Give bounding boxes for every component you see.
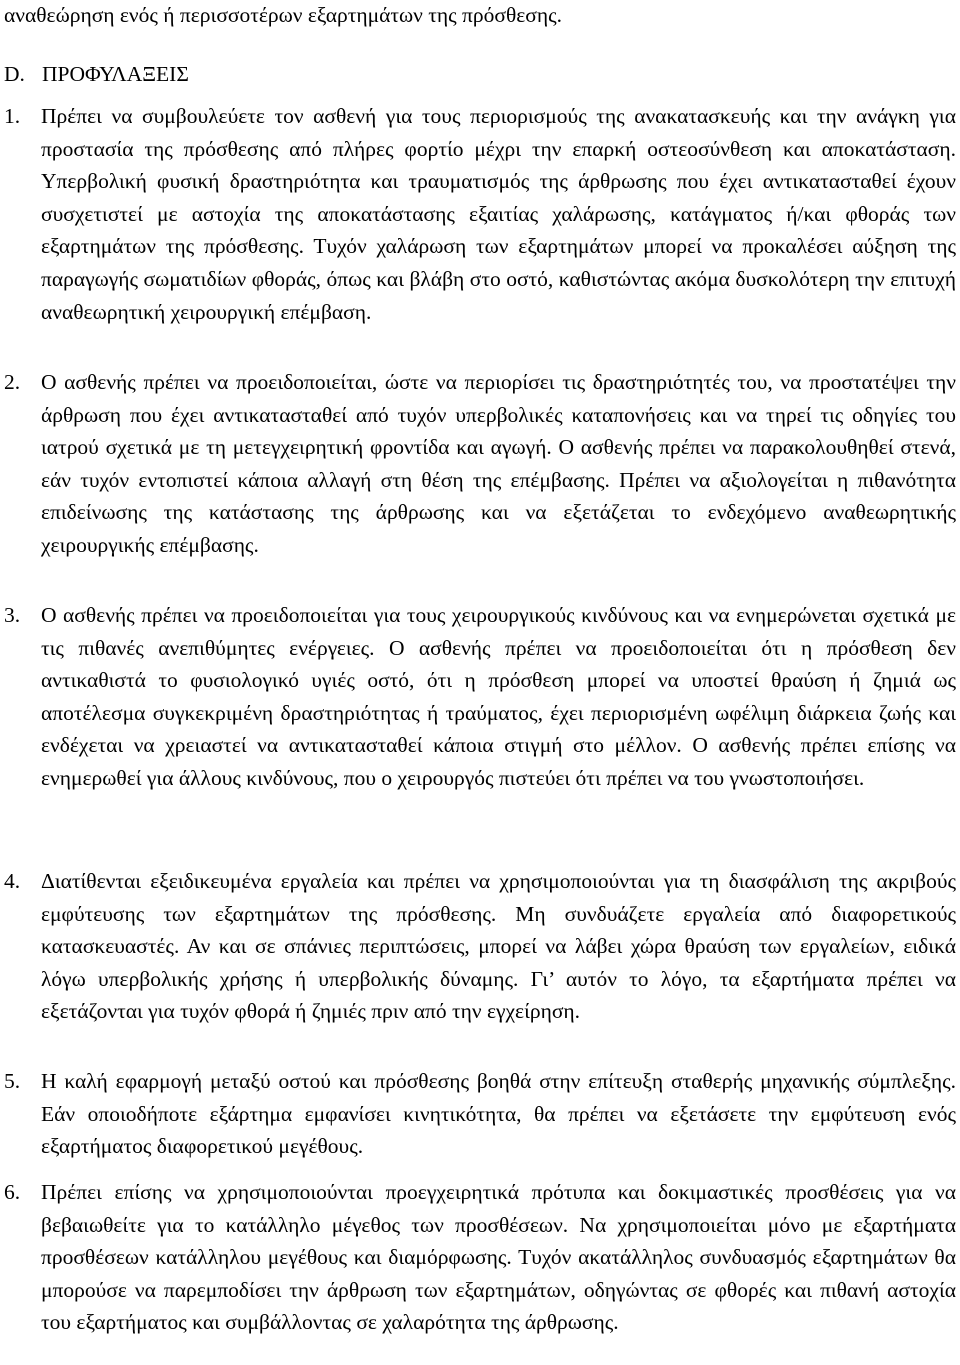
section-title: ΠΡΟΦΥΛΑΞΕΙΣ bbox=[42, 62, 189, 86]
item-text: Διατίθενται εξειδικευμένα εργαλεία και πρέπει να χρησιμοποιούνται για τη διασφάλιση της ακριβούς εμφύτευσης των εξαρτημάτων της πρόσθεσης. Μη συνδυάζετε εργαλεία από διαφορετικούς κατασκευαστές. Αν και σε σπάνιες περιπτώσεις, μπορεί να λάβει χώρα θραύση των εργαλείων, ειδικά λόγω υπερβολικής χρήσης ή υπερβολικής δύναμης. Γι’ αυτόν το λόγο, τα εξαρτήματα πρέπει να εξετάζονται για τυχόν φθορά ή ζημιές πριν από την εγχείρηση. bbox=[41, 869, 956, 1024]
item-text: Πρέπει να συμβουλεύετε τον ασθενή για τους περιορισμούς της ανακατασκευής και την ανάγκη για προστασία της πρόσθεσης από πλήρες φορτίο μέχρι την επαρκή οστεοσύνθεση και αποκατάσταση. Υπερβολική φυσική δραστηριότητα και τραυματισμός της άρθρωσης που έχει αντικατασταθεί έχουν συσχετιστεί με αστοχία της αποκατάστασης εξαιτίας χαλάρωσης, κατάγματος ή/και φθοράς των εξαρτημάτων της πρόσθεσης. Τυχόν χαλάρωση των εξαρτημάτων μπορεί να προκαλέσει αύξηση της παραγωγής σωματιδίων φθοράς, όπως και βλάβη στο οστό, καθιστώντας ακόμα δυσκολότερη την επιτυχή αναθεωρητική χειρουργική επέμβαση. bbox=[41, 104, 956, 324]
item-number: 1. bbox=[4, 104, 21, 128]
item-text: Πρέπει επίσης να χρησιμοποιούνται προεγχειρητικά πρότυπα και δοκιμαστικές προσθέσεις για να βεβαιωθείτε για το κατάλληλο μέγεθος των προσθέσεων. Να χρησιμοποιείται μόνο με εξαρτήματα προσθέσεων κατάλληλου μεγέθους και διαμόρφωσης. Τυχόν ακατάλληλος συνδυασμός εξαρτημάτων θα μπορούσε να παρεμποδίσει την άρθρωση των εξαρτημάτων, οδηγώντας σε φθορές και πιθανή αστοχία του εξαρτήματος και συμβάλλοντας σε χαλαρότητα της άρθρωσης. bbox=[41, 1180, 956, 1335]
item-number: 4. bbox=[4, 869, 21, 893]
precaution-item-1 bbox=[4, 100, 956, 328]
precaution-item-4 bbox=[4, 865, 956, 1028]
precaution-item-5 bbox=[4, 1065, 956, 1163]
intro-fragment: αναθεώρηση ενός ή περισσοτέρων εξαρτημάτων της πρόσθεσης. bbox=[4, 3, 563, 27]
item-number: 3. bbox=[4, 603, 21, 627]
section-letter: D. bbox=[4, 62, 25, 86]
item-text: Ο ασθενής πρέπει να προειδοποιείται, ώστε να περιορίσει τις δραστηριότητές του, να προστατέψει την άρθρωση που έχει αντικατασταθεί από τυχόν υπερβολικές καταπονήσεις και να τηρεί τις οδηγίες του ιατρού σχετικά με τη μετεγχειρητική φροντίδα και αγωγή. Ο ασθενής πρέπει να παρακολουθηθεί στενά, εάν τυχόν εντοπιστεί κάποια αλλαγή στη θέση της επέμβασης. Πρέπει να αξιολογείται η πιθανότητα επιδείνωσης της κατάστασης της άρθρωσης και να εξετάζεται το ενδεχόμενο αναθεωρητικής χειρουργικής επέμβασης. bbox=[41, 370, 956, 557]
precaution-item-3 bbox=[4, 599, 956, 795]
precaution-item-2 bbox=[4, 366, 956, 562]
item-text: Ο ασθενής πρέπει να προειδοποιείται για τους χειρουργικούς κινδύνους και να ενημερώνεται σχετικά με τις πιθανές ανεπιθύμητες ενέργειες. Ο ασθενής πρέπει να προειδοποιείται ότι η πρόσθεση δεν αντικαθιστά το φυσιολογικό υγιές οστό, ότι η πρόσθεση μπορεί να υποστεί θραύση ή ζημιά ως αποτέλεσμα συγκεκριμένη δραστηριότητας ή τραύματος, έχει περιορισμένη ωφέλιμη διάρκεια ζωής και ενδέχεται να χρειαστεί να αντικατασταθεί κάποια στιγμή στο μέλλον. Ο ασθενής πρέπει επίσης να ενημερωθεί για άλλους κινδύνους, που ο χειρουργός πιστεύει ότι πρέπει να του γνωστοποιήσει. bbox=[41, 603, 956, 790]
section-heading bbox=[4, 59, 189, 89]
item-text: Η καλή εφαρμογή μεταξύ οστού και πρόσθεσης βοηθά στην επίτευξη σταθερής μηχανικής σύμπλεξης. Εάν οποιοδήποτε εξάρτημα εμφανίσει κινητικότητα, θα πρέπει να εξετάσετε την εμφύτευση ενός εξαρτήματος διαφορετικού μεγέθους. bbox=[41, 1069, 956, 1159]
item-number: 5. bbox=[4, 1069, 21, 1093]
item-number: 6. bbox=[4, 1180, 21, 1204]
item-number: 2. bbox=[4, 370, 21, 394]
precaution-item-6 bbox=[4, 1176, 956, 1339]
